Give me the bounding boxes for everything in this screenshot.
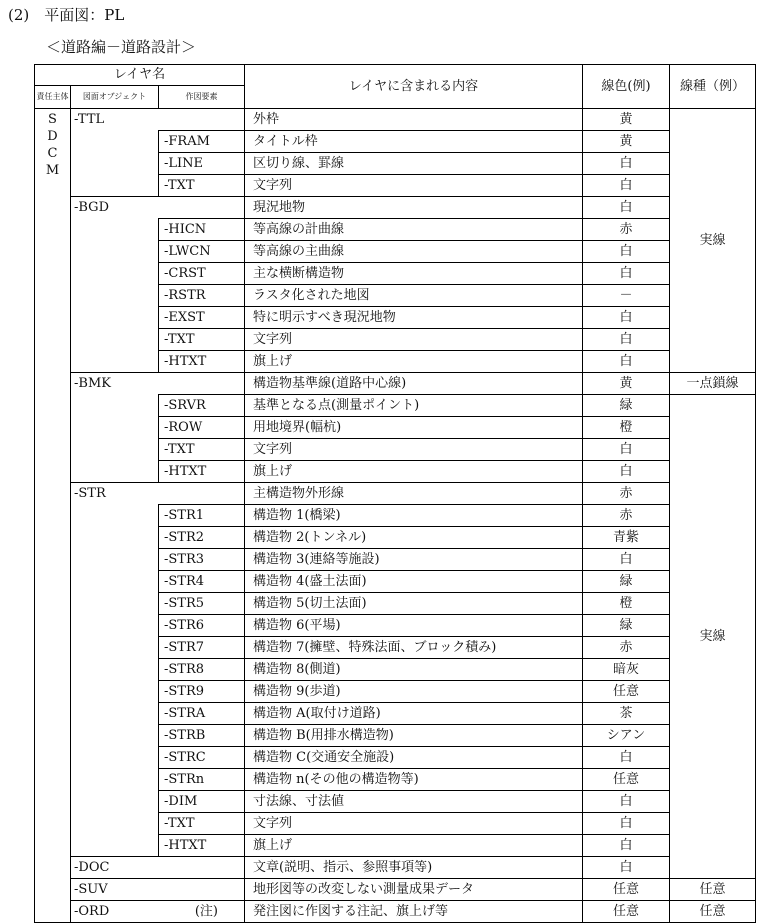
object-cell-blank	[71, 131, 159, 153]
object-cell-blank	[71, 439, 159, 461]
content-cell: 発注図に作図する注記、旗上げ等	[245, 901, 583, 923]
element-cell: -LINE	[159, 153, 245, 175]
content-cell: 構造物 n(その他の構造物等)	[245, 769, 583, 791]
line-color-cell: 白	[583, 439, 670, 461]
table-row	[35, 329, 756, 351]
content-cell: 構造物 B(用排水構造物)	[245, 725, 583, 747]
object-cell-blank	[71, 395, 159, 417]
header-object: 図面オブジェクト	[71, 86, 159, 109]
content-cell: 外枠	[245, 109, 583, 131]
line-color-cell: 白	[583, 461, 670, 483]
line-type-cell: 任意	[670, 879, 756, 901]
header-owner: 責任主体	[35, 86, 71, 109]
line-color-cell: 白	[583, 791, 670, 813]
table-row	[35, 747, 756, 769]
line-color-cell: 白	[583, 175, 670, 197]
line-color-cell: 白	[583, 857, 670, 879]
line-color-cell: 白	[583, 549, 670, 571]
object-cell-blank	[71, 593, 159, 615]
table-row	[35, 593, 756, 615]
element-cell: -STR6	[159, 615, 245, 637]
element-cell	[159, 109, 245, 131]
object-cell-blank	[71, 153, 159, 175]
owner-letter: M	[45, 163, 60, 178]
element-cell: -FRAM	[159, 131, 245, 153]
line-color-cell: 白	[583, 263, 670, 285]
element-cell	[159, 483, 245, 505]
table-row	[35, 703, 756, 725]
line-color-cell: 白	[583, 351, 670, 373]
table-row	[35, 549, 756, 571]
object-cell-blank	[71, 725, 159, 747]
object-cell-blank	[71, 351, 159, 373]
header-line-color: 線色(例)	[583, 65, 670, 109]
header-content: レイヤに含まれる内容	[245, 65, 583, 109]
content-cell: 構造物 8(側道)	[245, 659, 583, 681]
object-cell-blank	[71, 615, 159, 637]
line-color-cell: 暗灰	[583, 659, 670, 681]
object-cell-blank	[71, 835, 159, 857]
line-color-cell: 茶	[583, 703, 670, 725]
content-cell: 構造物 5(切土法面)	[245, 593, 583, 615]
content-cell: 構造物 4(盛土法面)	[245, 571, 583, 593]
line-type-cell: 一点鎖線	[670, 373, 756, 395]
table-row	[35, 879, 756, 901]
line-color-cell: 緑	[583, 395, 670, 417]
element-cell: -RSTR	[159, 285, 245, 307]
element-cell: -STRn	[159, 769, 245, 791]
line-color-cell: 赤	[583, 505, 670, 527]
line-color-cell: 白	[583, 329, 670, 351]
table-row	[35, 681, 756, 703]
line-color-cell: 青紫	[583, 527, 670, 549]
table-row	[35, 505, 756, 527]
table-row	[35, 263, 756, 285]
content-cell: タイトル枠	[245, 131, 583, 153]
table-row	[35, 241, 756, 263]
content-cell: 主な横断構造物	[245, 263, 583, 285]
table-row	[35, 219, 756, 241]
table-row	[35, 769, 756, 791]
object-cell-blank	[71, 219, 159, 241]
table-row	[35, 659, 756, 681]
line-color-cell: シアン	[583, 725, 670, 747]
line-color-cell: 黄	[583, 109, 670, 131]
element-cell: -LWCN	[159, 241, 245, 263]
element-cell: -TXT	[159, 175, 245, 197]
object-cell-blank	[71, 571, 159, 593]
table-row	[35, 307, 756, 329]
line-color-cell: 赤	[583, 219, 670, 241]
table-row	[35, 791, 756, 813]
line-type-cell: 実線	[670, 109, 756, 373]
element-cell: -HTXT	[159, 461, 245, 483]
content-cell: 構造物 A(取付け道路)	[245, 703, 583, 725]
element-cell: -ROW	[159, 417, 245, 439]
object-cell: -STR	[71, 483, 159, 505]
table-row	[35, 857, 756, 879]
content-cell: 旗上げ	[245, 835, 583, 857]
element-cell: -DIM	[159, 791, 245, 813]
element-cell: -STR7	[159, 637, 245, 659]
owner-cell	[35, 109, 71, 923]
line-type-cell: 任意	[670, 901, 756, 923]
header-element: 作図要素	[159, 86, 245, 109]
content-cell: 地形図等の改変しない測量成果データ	[245, 879, 583, 901]
object-cell: -SUV	[71, 879, 245, 901]
object-cell-blank	[71, 769, 159, 791]
content-cell: 現況地物	[245, 197, 583, 219]
content-cell: 基準となる点(測量ポイント)	[245, 395, 583, 417]
table-row	[35, 571, 756, 593]
element-cell: -STR4	[159, 571, 245, 593]
line-color-cell: 任意	[583, 681, 670, 703]
element-cell: -CRST	[159, 263, 245, 285]
table-row	[35, 461, 756, 483]
line-color-cell: 任意	[583, 901, 670, 923]
object-cell-blank	[71, 263, 159, 285]
content-cell: 構造物 3(連絡等施設)	[245, 549, 583, 571]
owner-letter: S	[48, 112, 57, 127]
page-heading: (2) 平面図：PL	[8, 6, 125, 24]
header-layer-name: レイヤ名	[35, 65, 245, 86]
object-cell-blank	[71, 703, 159, 725]
content-cell: 文字列	[245, 813, 583, 835]
element-cell: -SRVR	[159, 395, 245, 417]
object-cell-blank	[71, 417, 159, 439]
header-line-type: 線種（例）	[670, 65, 756, 109]
table-row	[35, 197, 756, 219]
object-cell-blank	[71, 307, 159, 329]
table-row	[35, 395, 756, 417]
object-cell-blank	[71, 329, 159, 351]
line-color-cell: 橙	[583, 417, 670, 439]
table-row	[35, 901, 756, 923]
table-row	[35, 527, 756, 549]
element-cell: -STR2	[159, 527, 245, 549]
content-cell: ラスタ化された地図	[245, 285, 583, 307]
element-cell: -STRA	[159, 703, 245, 725]
element-cell: -STRB	[159, 725, 245, 747]
object-cell-blank	[71, 175, 159, 197]
line-color-cell: －	[583, 285, 670, 307]
note-label: (注)	[194, 903, 218, 919]
element-cell: -STR3	[159, 549, 245, 571]
object-cell-blank	[71, 659, 159, 681]
object-cell-blank	[71, 241, 159, 263]
element-cell: -STRC	[159, 747, 245, 769]
content-cell: 構造物 6(平場)	[245, 615, 583, 637]
line-color-cell: 橙	[583, 593, 670, 615]
object-cell-blank	[71, 813, 159, 835]
content-cell: 特に明示すべき現況地物	[245, 307, 583, 329]
object-cell-blank	[71, 461, 159, 483]
table-row	[35, 417, 756, 439]
content-cell: 文章(説明、指示、参照事項等)	[245, 857, 583, 879]
layer-table	[34, 64, 756, 923]
object-cell-blank	[71, 791, 159, 813]
content-cell: 構造物 1(橋梁)	[245, 505, 583, 527]
object-cell-blank	[71, 285, 159, 307]
object-label: -ORD	[74, 903, 110, 919]
table-row	[35, 483, 756, 505]
element-cell: -STR9	[159, 681, 245, 703]
table-row	[35, 615, 756, 637]
element-cell: -TXT	[159, 439, 245, 461]
table-row	[35, 835, 756, 857]
line-color-cell: 白	[583, 197, 670, 219]
table-row	[35, 285, 756, 307]
section-subheading: ＜道路編－道路設計＞	[46, 38, 197, 56]
content-cell: 構造物 2(トンネル)	[245, 527, 583, 549]
object-cell: -BGD	[71, 197, 159, 219]
table-row	[35, 439, 756, 461]
line-color-cell: 赤	[583, 483, 670, 505]
object-cell-blank	[71, 637, 159, 659]
element-cell: -HICN	[159, 219, 245, 241]
content-cell: 用地境界(幅杭)	[245, 417, 583, 439]
table-row	[35, 373, 756, 395]
element-cell	[159, 197, 245, 219]
line-color-cell: 緑	[583, 571, 670, 593]
element-cell: -TXT	[159, 329, 245, 351]
line-color-cell: 白	[583, 813, 670, 835]
content-cell: 文字列	[245, 175, 583, 197]
table-row	[35, 813, 756, 835]
line-color-cell: 緑	[583, 615, 670, 637]
line-color-cell: 黄	[583, 373, 670, 395]
element-cell: -HTXT	[159, 351, 245, 373]
element-cell: -STR8	[159, 659, 245, 681]
element-cell: -STR1	[159, 505, 245, 527]
content-cell: 構造物基準線(道路中心線)	[245, 373, 583, 395]
content-cell: 構造物 7(擁壁、特殊法面、ブロック積み)	[245, 637, 583, 659]
line-color-cell: 赤	[583, 637, 670, 659]
line-color-cell: 任意	[583, 769, 670, 791]
line-type-cell: 実線	[670, 395, 756, 879]
content-cell: 等高線の主曲線	[245, 241, 583, 263]
content-cell: 区切り線、罫線	[245, 153, 583, 175]
content-cell: 文字列	[245, 439, 583, 461]
object-cell-blank	[71, 681, 159, 703]
element-cell: -TXT	[159, 813, 245, 835]
line-color-cell: 任意	[583, 879, 670, 901]
content-cell: 旗上げ	[245, 351, 583, 373]
content-cell: 主構造物外形線	[245, 483, 583, 505]
content-cell: 寸法線、寸法値	[245, 791, 583, 813]
element-cell: -EXST	[159, 307, 245, 329]
line-color-cell: 黄	[583, 131, 670, 153]
content-cell: 文字列	[245, 329, 583, 351]
element-cell: -HTXT	[159, 835, 245, 857]
object-cell-blank	[71, 747, 159, 769]
table-row	[35, 109, 756, 131]
content-cell: 構造物 C(交通安全施設)	[245, 747, 583, 769]
element-cell: -STR5	[159, 593, 245, 615]
line-color-cell: 白	[583, 307, 670, 329]
object-cell: -TTL	[71, 109, 159, 131]
object-cell-blank	[71, 549, 159, 571]
element-cell	[159, 373, 245, 395]
owner-letter: C	[47, 146, 58, 161]
object-cell: -BMK	[71, 373, 159, 395]
object-cell	[71, 901, 245, 923]
table-body	[35, 109, 756, 923]
content-cell: 構造物 9(歩道)	[245, 681, 583, 703]
line-color-cell: 白	[583, 241, 670, 263]
line-color-cell: 白	[583, 835, 670, 857]
object-cell: -DOC	[71, 857, 245, 879]
table-header	[35, 65, 756, 109]
table-row	[35, 153, 756, 175]
owner-letter: D	[47, 129, 58, 144]
content-cell: 旗上げ	[245, 461, 583, 483]
content-cell: 等高線の計曲線	[245, 219, 583, 241]
line-color-cell: 白	[583, 153, 670, 175]
table-row	[35, 637, 756, 659]
object-cell-blank	[71, 527, 159, 549]
table-row	[35, 175, 756, 197]
table-row	[35, 351, 756, 373]
table-row	[35, 131, 756, 153]
line-color-cell: 白	[583, 747, 670, 769]
object-cell-blank	[71, 505, 159, 527]
table-row	[35, 725, 756, 747]
